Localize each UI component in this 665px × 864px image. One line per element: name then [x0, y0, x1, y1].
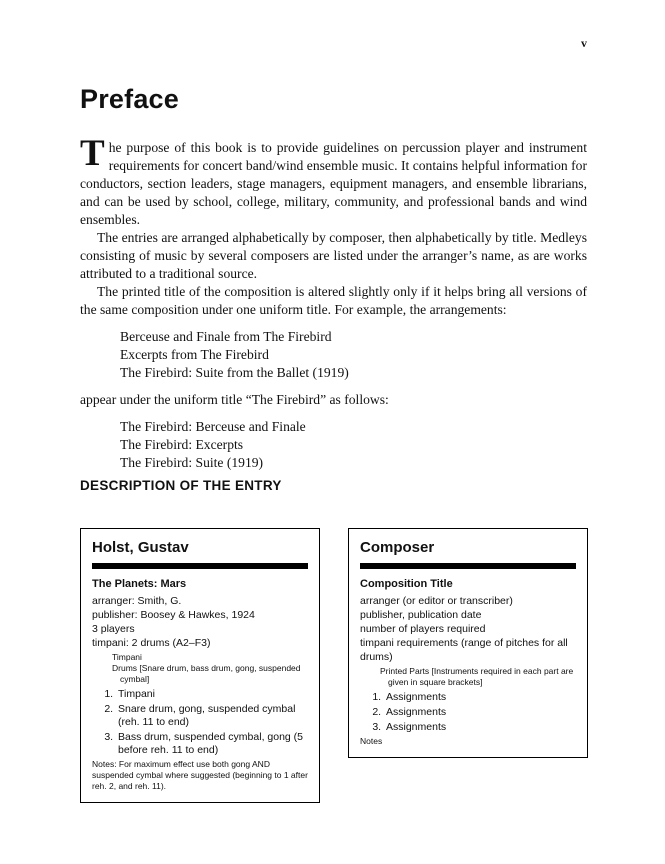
- list-item: Excerpts from The Firebird: [120, 347, 269, 362]
- list-item: The Firebird: Excerpts: [120, 437, 244, 452]
- header-rule: [360, 563, 576, 569]
- arranger-label: arranger (or editor or transcriber): [360, 595, 513, 607]
- composition-title: The Planets: Mars: [92, 578, 187, 590]
- publisher-line: publisher: Boosey & Hawkes, 1924: [92, 609, 255, 621]
- drop-cap: T: [80, 133, 105, 174]
- paragraph-uniform-title-result: appear under the uniform title “The Firebird” as follows:: [80, 392, 389, 407]
- composer-label: Composer: [360, 539, 435, 556]
- assignment-item: 3. Assignments: [384, 721, 576, 734]
- assignment-item: 1. Timpani: [116, 688, 308, 701]
- body-text: [80, 133, 587, 481]
- page-title: Preface: [80, 84, 179, 114]
- players-label: number of players required: [360, 623, 486, 635]
- list-item: The Firebird: Suite (1919): [120, 455, 264, 470]
- arranger-line: arranger: Smith, G.: [92, 595, 182, 607]
- list-item: The Firebird: Suite from the Ballet (1919): [120, 365, 349, 380]
- paragraph-uniform-title-rule: The printed title of the composition is altered slightly only if it helps bring all versions of the same composition under one uniform title. For example, the arrangements:: [80, 284, 587, 317]
- paragraph-intro: [80, 133, 587, 229]
- paragraph-entries: The entries are arranged alphabetically by composer, then alphabetically by title. Medleys consisting of music by several composers are listed under the arranger’s name, as are works attributed to a traditional source.: [80, 230, 587, 281]
- paragraph-intro-text: he purpose of this book is to provide guidelines on percussion player and instrument requirements for concert band/wind ensemble music. It contains helpful information for conductors, section leaders, stage managers, equipment managers, and ensemble librarians, and can be used by school, college, military, community, and professional bands and wind ensembles.: [80, 140, 587, 227]
- assignments-list: [92, 688, 308, 757]
- assignment-item: 2. Assignments: [384, 706, 576, 719]
- composer-name: Holst, Gustav: [92, 539, 189, 556]
- assignments-list: [360, 691, 576, 734]
- printed-part: Drums [Snare drum, bass drum, gong, suspended cymbal]: [112, 663, 301, 684]
- list-item: The Firebird: Berceuse and Finale: [120, 419, 306, 434]
- section-heading: DESCRIPTION OF THE ENTRY: [80, 478, 282, 493]
- timpani-line: timpani: 2 drums (A2–F3): [92, 637, 211, 649]
- printed-parts-list: [112, 652, 308, 685]
- printed-part: Timpani: [112, 652, 142, 662]
- page-number: v: [581, 36, 587, 50]
- arrangement-title-list: [120, 328, 587, 382]
- publisher-label: publisher, publication date: [360, 609, 482, 621]
- example-entry-box: [80, 528, 320, 803]
- entry-boxes: [80, 528, 588, 803]
- assignment-item: 2. Snare drum, gong, suspended cymbal (reh. 11 to end): [116, 703, 308, 729]
- printed-parts-text: Printed Parts [Instruments required in each part are given in square brackets]: [380, 666, 574, 687]
- notes-label: Notes: [360, 736, 383, 746]
- composition-title-label: Composition Title: [360, 578, 453, 590]
- header-rule: [92, 563, 308, 569]
- timpani-label: timpani requirements (range of pitches for all drums): [360, 637, 568, 663]
- printed-parts-label: [380, 666, 576, 688]
- assignment-item: 1. Assignments: [384, 691, 576, 704]
- list-item: Berceuse and Finale from The Firebird: [120, 329, 332, 344]
- players-line: 3 players: [92, 623, 135, 635]
- uniform-title-list: [120, 418, 587, 472]
- legend-entry-box: [348, 528, 588, 758]
- assignment-item: 3. Bass drum, suspended cymbal, gong (5 before reh. 11 to end): [116, 731, 308, 757]
- notes-text: Notes: For maximum effect use both gong AND suspended cymbal where suggested (beginning to 1 after reh. 2, and reh. 11).: [92, 759, 308, 791]
